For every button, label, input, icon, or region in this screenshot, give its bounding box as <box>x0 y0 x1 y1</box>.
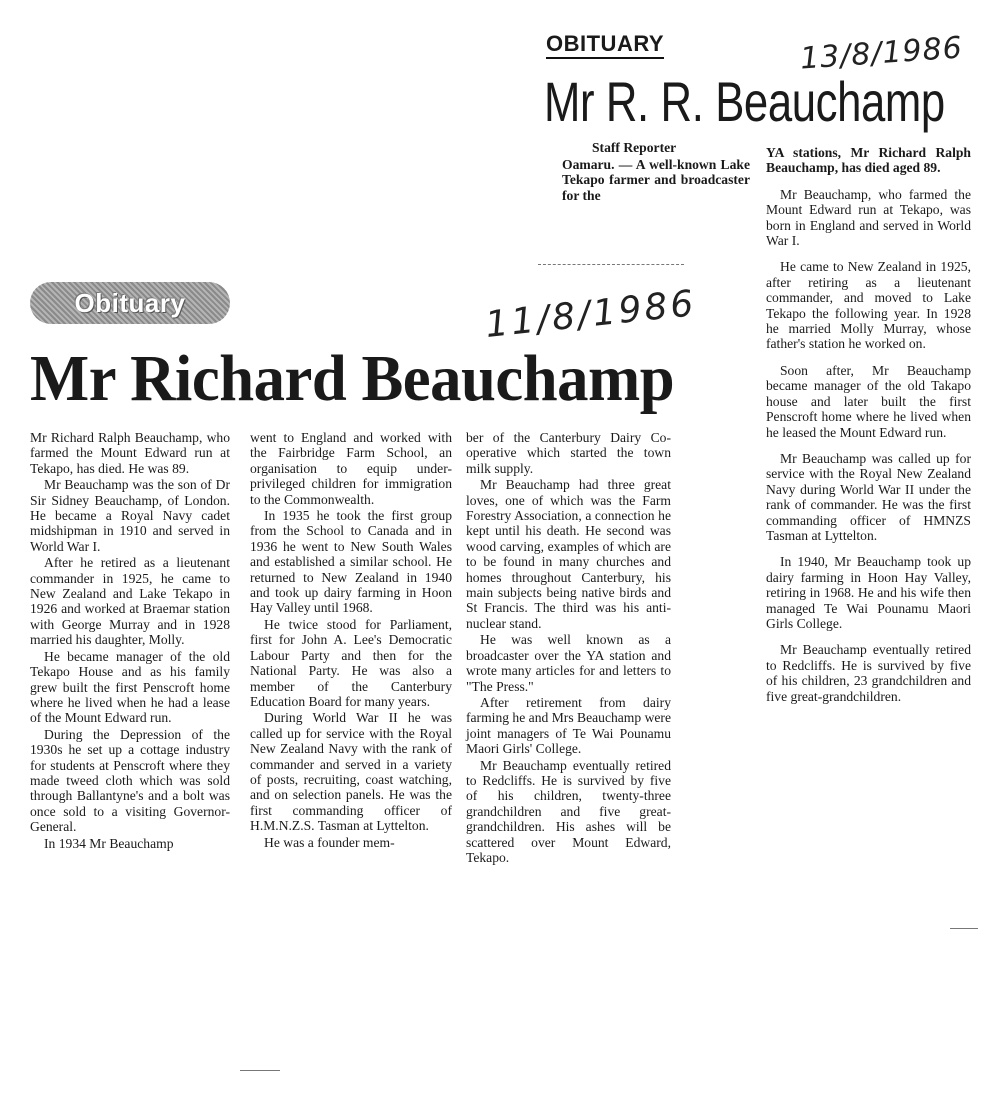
paragraph: went to England and worked with the Fairbridge Farm School, an organisation to equip under-privileged children for immigration to the Commonwealth. <box>250 430 452 507</box>
paragraph: Soon after, Mr Beauchamp became manager of the old Takapo house and later built the first Penscroft home where he lived when he leased the Mount Edward run. <box>766 362 971 440</box>
clipping-b-column-1 <box>30 430 230 852</box>
paragraph: After he retired as a lieutenant commander in 1925, he came to New Zealand and Lake Tekapo in 1926 and worked at Braemar station with George Murray and in 1928 married his daughter, Molly. <box>30 555 230 648</box>
clipping-b-column-2 <box>250 430 452 851</box>
paragraph: After retirement from dairy farming he and Mrs Beauchamp were joint managers of Te Wai Pounamu Maori Girls' College. <box>466 694 671 757</box>
paragraph: He twice stood for Parliament, first for John A. Lee's Democratic Labour Party and then for the National Party. He was also a member of the Canterbury Education Board for many years. <box>250 616 452 709</box>
lead-text <box>562 157 750 204</box>
paragraph: ber of the Canterbury Dairy Co-operative which started the town milk supply. <box>466 430 671 476</box>
headline-mr-r-r-beauchamp: Mr R. R. Beauchamp <box>544 70 945 133</box>
paragraph: During the Depression of the 1930s he set up a cottage industry for students at Penscroft where they made tweed cloth which was sold through Ballantyne's and a bolt was once sold to a visiting Governor-General. <box>30 726 230 835</box>
paragraph: He became manager of the old Tekapo House and as his family grew built the first Penscroft home where he lived when he had a lease of the Mount Edward run. <box>30 648 230 726</box>
paragraph: He came to New Zealand in 1925, after retiring as a lieutenant commander, and moved to Lake Tekapo the following year. In 1928 he married Molly Murray, whose father's station he worked on. <box>766 259 971 352</box>
paragraph: Mr Beauchamp had three great loves, one of which was the Farm Forestry Association, a connection he kept until his death. He second was wood carving, examples of which are to be found in many churches and homes throughout Canterbury, his main subjects being native birds and St Francis. The third was his anti-nuclear stand. <box>466 477 671 631</box>
paragraph: Mr Beauchamp eventually retired to Redcliffs. He is survived by five of his children, 23 grandchildren and five great-grandchildren. <box>766 642 971 704</box>
paragraph: Mr Beauchamp, who farmed the Mount Edward run at Tekapo, was born in England and served in World War I. <box>766 186 971 249</box>
paragraph: He was a founder mem- <box>264 834 395 850</box>
divider-rule <box>538 264 684 265</box>
handwritten-date-top: 13/8/1986 <box>798 30 964 77</box>
paragraph: In 1934 Mr Beauchamp <box>44 835 174 851</box>
headline-mr-richard-beauchamp: Mr Richard Beauchamp <box>30 342 675 415</box>
paragraph: Mr Richard Ralph Beauchamp, who farmed the Mount Edward run at Tekapo, has died. He was 89. <box>30 430 230 476</box>
byline: Staff Reporter <box>592 140 677 155</box>
bottom-rule <box>240 1070 280 1071</box>
paragraph: YA stations, Mr Richard Ralph Beauchamp, has died aged 89. <box>766 145 971 176</box>
clipping-a-column <box>766 145 971 715</box>
lead-paragraph: Oamaru. — A well-known Lake Tekapo farmer and broadcaster for the <box>562 157 750 203</box>
paragraph: Mr Beauchamp was called up for service with the Royal New Zealand Navy during World War II under the rank of commander. He was the first commanding officer of HMNZS Tasman at Lyttelton. <box>766 450 971 543</box>
obituary-badge <box>30 282 230 324</box>
obituary-badge-label: Obituary <box>74 287 186 318</box>
handwritten-date-main: 11/8/1986 <box>483 283 699 346</box>
paragraph: Mr Beauchamp eventually retired to Redcliffs. He is survived by five of his children, twenty-three grandchildren and five great-grandchildren. His ashes will be scattered over Mount Edward, Tekapo. <box>466 757 671 865</box>
obituary-section-label: OBITUARY <box>546 32 664 59</box>
paragraph: He was well known as a broadcaster over the YA station and wrote many articles for and letters to "The Press." <box>466 632 671 694</box>
paragraph: In 1940, Mr Beauchamp took up dairy farming in Hoon Hay Valley, retiring in 1968. He and his wife then managed Te Wai Pounamu Maori Girls College. <box>766 554 971 631</box>
paragraph: During World War II he was called up for service with the Royal New Zealand Navy with the rank of commander and served in a variety of posts, recruiting, coast watching, and on selection panels. He was the first commanding officer of H.M.N.Z.S. Tasman at Lyttelton. <box>250 710 452 834</box>
clipping-b-column-3 <box>466 430 671 866</box>
paragraph: In 1935 he took the first group from the School to Canada and in 1936 he went to New South Wales and established a similar school. He returned to New Zealand in 1940 and took up dairy farming in Hoon Hay Valley until 1968. <box>250 508 452 616</box>
end-rule <box>950 928 978 929</box>
paragraph: Mr Beauchamp was the son of Dr Sir Sidney Beauchamp, of London. He became a Royal Navy cadet midshipman in 1910 and served in World War I. <box>30 477 230 554</box>
